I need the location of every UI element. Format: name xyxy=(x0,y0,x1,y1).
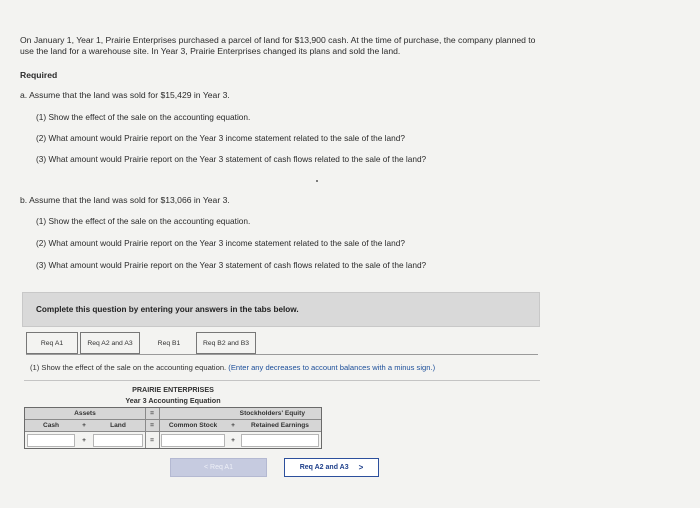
next-req-button[interactable] xyxy=(284,458,379,477)
grid-line xyxy=(145,408,146,448)
banner-text: Complete this question by entering your answers in the tabs below. xyxy=(36,305,299,314)
plus-sign-1: + xyxy=(82,437,86,444)
problem-intro xyxy=(20,35,680,57)
part-a-heading: a. Assume that the land was sold for $15,429 in Year 3. xyxy=(20,90,230,100)
retained-earnings-header: Retained Earnings xyxy=(239,419,321,431)
retained-earnings-input[interactable] xyxy=(241,434,319,447)
part-a-q2: (2) What amount would Prairie report on the Year 3 income statement related to the sale of the land? xyxy=(36,133,405,143)
equals-sign: = xyxy=(150,437,154,444)
part-b-q2: (2) What amount would Prairie report on the Year 3 income statement related to the sale of the land? xyxy=(36,238,405,248)
part-b-heading: b. Assume that the land was sold for $13,066 in Year 3. xyxy=(20,195,230,205)
prev-req-button[interactable]: < Req A1 xyxy=(170,458,267,477)
equals-header-2: = xyxy=(145,419,159,431)
part-a-q3: (3) What amount would Prairie report on the Year 3 statement of cash flows related to the sale of the land? xyxy=(36,154,427,164)
equity-header: Stockholders' Equity xyxy=(159,408,321,419)
required-heading: Required xyxy=(20,70,58,80)
grid-line xyxy=(25,419,321,420)
land-header: Land xyxy=(91,419,145,431)
assets-header: Assets xyxy=(25,408,145,419)
equation-subtitle: Year 3 Accounting Equation xyxy=(125,396,221,405)
plus-sign-2: + xyxy=(231,437,235,444)
tab-req-b1[interactable]: Req B1 xyxy=(144,332,194,354)
instruction-hint: (Enter any decreases to account balances with a minus sign.) xyxy=(228,363,436,372)
common-stock-input[interactable] xyxy=(161,434,225,447)
next-req-label: Req A2 and A3 xyxy=(299,464,349,471)
part-b-q1: (1) Show the effect of the sale on the accounting equation. xyxy=(36,216,251,226)
intro-line-2: use the land for a warehouse site. In Year 3, Prairie Enterprises changed its plans and sold the land. xyxy=(20,46,401,56)
accounting-equation-table xyxy=(24,407,322,449)
part-b-q3: (3) What amount would Prairie report on the Year 3 statement of cash flows related to the sale of the land? xyxy=(36,260,427,270)
instruction-text xyxy=(30,363,435,372)
company-name: PRAIRIE ENTERPRISES xyxy=(132,385,214,394)
cash-input[interactable] xyxy=(27,434,75,447)
tab-req-a2-a3[interactable]: Req A2 and A3 xyxy=(80,332,140,354)
instruction-main: (1) Show the effect of the sale on the accounting equation. xyxy=(30,363,227,372)
instruction-divider xyxy=(24,380,540,381)
land-input[interactable] xyxy=(93,434,143,447)
instructions-banner xyxy=(22,292,540,327)
chevron-right-icon: > xyxy=(358,463,364,472)
stray-dot xyxy=(316,180,318,182)
common-stock-header: Common Stock xyxy=(159,419,227,431)
tab-req-b2-b3[interactable]: Req B2 and B3 xyxy=(196,332,256,354)
equals-header: = xyxy=(145,408,159,419)
tab-divider xyxy=(26,354,538,355)
tab-req-a1[interactable]: Req A1 xyxy=(26,332,78,354)
plus-header-1: + xyxy=(77,419,91,431)
grid-line xyxy=(159,408,160,448)
part-a-q1: (1) Show the effect of the sale on the accounting equation. xyxy=(36,112,251,122)
grid-line xyxy=(25,431,321,432)
intro-line-1: On January 1, Year 1, Prairie Enterprises purchased a parcel of land for $13,900 cash. At the time of purchase, the company planned to xyxy=(20,35,536,45)
cash-header: Cash xyxy=(25,419,77,431)
plus-header-2: + xyxy=(227,419,239,431)
